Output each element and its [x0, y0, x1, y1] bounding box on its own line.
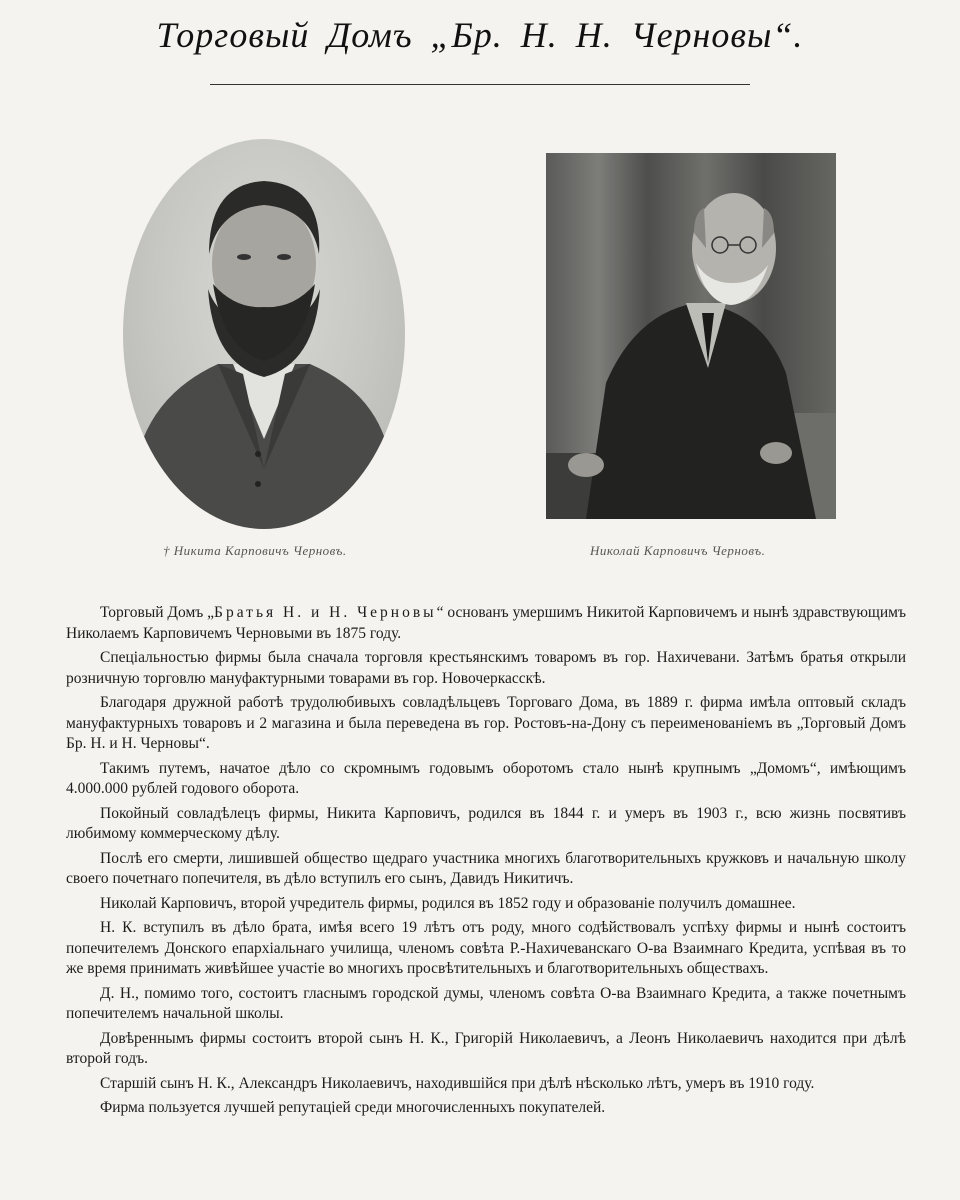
- portrait-nikolai-caption: Николай Карповичъ Черновъ.: [590, 543, 766, 558]
- article-paragraph: Такимъ путемъ, начатое дѣло со скромнымъ годовымъ оборотомъ стало нынѣ крупнымъ „Домомъ“, имѣющимъ 4.000.000 рублей годового оборота.: [66, 759, 906, 797]
- article-paragraph: Фирма пользуется лучшей репутаціей среди многочисленныхъ покупателей.: [100, 1099, 606, 1116]
- article-paragraph: Спеціальностью фирмы была сначала торговля крестьянскимъ товаромъ въ гор. Нахичевани. Затѣмъ братья открыли розничную торговлю мануфактурными товарами въ гор. Новочеркасскѣ.: [66, 649, 906, 687]
- portrait-nikolai-photo: [546, 153, 836, 519]
- article-paragraph: Покойный совладѣлецъ фирмы, Никита Карповичъ, родился въ 1844 г. и умеръ въ 1903 г., всю жизнь посвятивъ любимому коммерческому дѣлу.: [66, 804, 906, 842]
- article-paragraph: Д. Н., помимо того, состоитъ гласнымъ городской думы, членомъ совѣта О-ва Взаимнаго Кредита, а также почетнымъ попечителемъ начальной школы.: [66, 984, 906, 1022]
- article-paragraph: Благодаря дружной работѣ трудолюбивыхъ совладѣльцевъ Торговаго Дома, въ 1889 г. фирма имѣла оптовый складъ мануфактурныхъ товаровъ и 2 магазина и была переведена въ гор. Ростовъ-на-Дону съ переименованіемъ въ „Торговый Домъ Бр. Н. и Н. Черновы“.: [66, 694, 906, 752]
- article-paragraph: Послѣ его смерти, лишившей общество щедраго участника многихъ благотворительныхъ кружковъ и начальную школу своего почетнаго попечителя, въ дѣло вступилъ его сынъ, Давидъ Никитичъ.: [66, 849, 906, 887]
- article-paragraph: Николай Карповичъ, второй учредитель фирмы, родился въ 1852 году и образованіе получилъ домашнее.: [100, 894, 796, 912]
- portrait-nikita-photo: [123, 139, 405, 529]
- page-title: Торговый Домъ „Бр. Н. Н. Черновы“.: [156, 15, 804, 55]
- title-divider: [210, 84, 750, 85]
- article-paragraph: Старшій сынъ Н. К., Александръ Николаевичъ, находившійся при дѣлѣ нѣсколько лѣтъ, умеръ въ 1910 году.: [100, 1074, 815, 1092]
- portrait-nikita-caption: † Никита Карповичъ Черновъ.: [163, 543, 347, 558]
- article-paragraph: Довѣреннымъ фирмы состоитъ второй сынъ Н. К., Григорій Николаевичъ, а Леонъ Николаевичъ находится при дѣлѣ второй годъ.: [66, 1029, 906, 1067]
- article-paragraph: Торговый Домъ „Братья Н. и Н. Черновы“ основанъ умершимъ Никитой Карповичемъ и нынѣ здравствующимъ Николаемъ Карповичемъ Черновыми въ 1875 году.: [66, 604, 906, 642]
- article-body: [66, 603, 906, 1123]
- article-paragraph: Н. К. вступилъ въ дѣло брата, имѣя всего 19 лѣтъ отъ роду, много содѣйствовалъ успѣху фирмы и нынѣ состоитъ попечителемъ Донского епархіальнаго училища, членомъ совѣта Р.-Нахичеванскаго О-ва Взаимнаго Кредита, успѣвая въ то же время принимать живѣйшее участіе во многихъ просвѣтительныхъ и благотворительныхъ обществахъ.: [66, 919, 906, 977]
